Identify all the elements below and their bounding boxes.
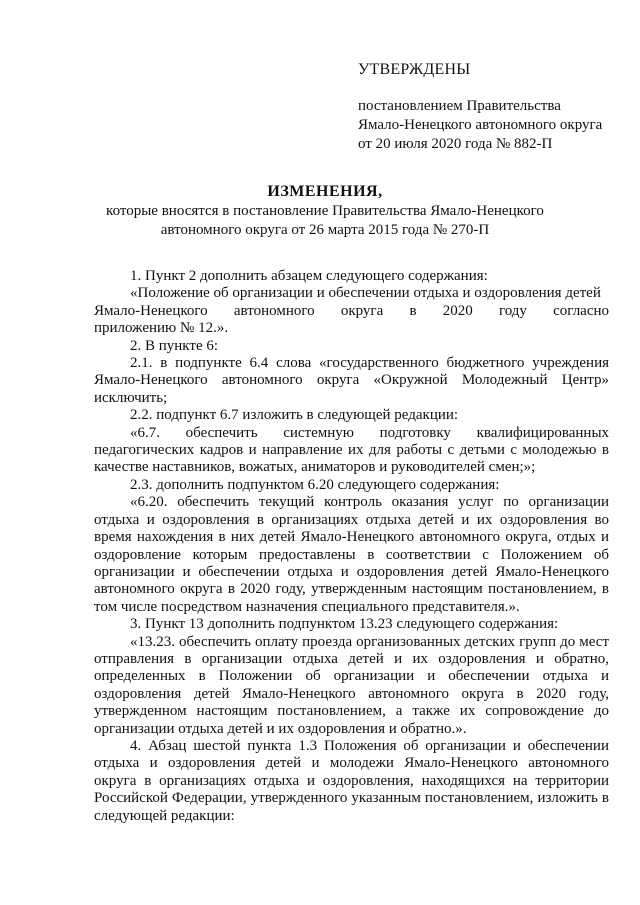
approval-line: постановлением Правительства [358,98,561,114]
paragraph-line: организации отдыха детей и их оздоровления и обратно.». [94,720,467,737]
paragraph-line: отдыха и оздоровления в организациях отдыха детей и их оздоровления во [94,511,609,528]
paragraph-line: приложению № 12.». [94,320,229,337]
paragraph-line: отправления в организации отдыха детей и их оздоровления и обратно, [94,650,609,667]
paragraph: 1. Пункт 2 дополнить абзацем следующего содержания: [130,268,488,284]
approved-heading: УТВЕРЖДЕНЫ [358,61,471,78]
paragraph-line: оздоровления детей Ямало-Ненецкого автономного округа в 2020 году, [94,685,609,702]
approval-line: от 20 июля 2020 года № 882-П [358,136,553,152]
paragraph: 2.2. подпункт 6.7 изложить в следующей редакции: [130,407,459,424]
paragraph-line: автономного округа в 2020 году, утвержденным настоящим постановлением, в [94,581,609,598]
paragraph-line: 2.1. в подпункте 6.4 слова «государственного бюджетного учреждения [130,355,609,372]
paragraph-line-justified: Ямало-Ненецкого автономного округа в 2020 году согласно [94,302,610,319]
paragraph: 2.3. дополнить подпунктом 6.20 следующего содержания: [130,476,500,493]
paragraph-line: Ямало-Ненецкого автономного округа «Окружной Молодежный Центр» [94,372,609,389]
paragraph-line: качестве наставников, вожатых, аниматоров и руководителей смен;»; [94,459,536,476]
paragraph-line: Российской Федерации, утвержденного указанным постановлением, изложить в [94,790,609,807]
paragraph: 2. В пункте 6: [130,337,219,354]
approval-block [358,60,628,154]
paragraph-line: следующей редакции: [94,807,235,824]
paragraph-line: утвержденном настоящим постановлением, а также их сопровождение до [94,703,609,720]
document-subtitle [60,202,590,240]
paragraph-line: определенных в Положении об организации и обеспечении отдыха и [94,668,609,685]
paragraph-line: том числе посредством назначения специального представителя.». [94,598,520,615]
paragraph-line-justified: «6.7. обеспечить системную подготовку квалифицированных [130,424,610,441]
paragraph-line: педагогических кадров и направление их для работы с детьми с молодежью в [94,442,609,459]
document-body [94,268,609,825]
paragraph: «Положение об организации и обеспечении отдыха и оздоровления детей [130,285,601,302]
subtitle-line: которые вносятся в постановление Правительства Ямало-Ненецкого [106,203,544,219]
paragraph-line: «13.23. обеспечить оплату проезда организованных детских групп до мест [130,633,609,650]
approval-line: Ямало-Ненецкого автономного округа [358,117,603,133]
paragraph: 3. Пункт 13 дополнить подпунктом 13.23 следующего содержания: [130,616,559,633]
paragraph-line: 4. Абзац шестой пункта 1.3 Положения об организации и обеспечении [130,737,609,754]
paragraph-line: округа в организациях отдыха и оздоровления, находящихся на территории [94,772,609,789]
subtitle-line: автономного округа от 26 марта 2015 года № 270-П [160,222,490,238]
paragraph-line: исключить; [94,389,168,406]
paragraph-line: организации и обеспечении отдыха и оздоровления детей Ямало-Ненецкого [94,563,609,580]
paragraph-line: «6.20. обеспечить текущий контроль оказания услуг по организации [130,494,609,511]
paragraph-line: оздоровление которым предоставлены в соответствии с Положением об [94,546,609,563]
paragraph-line: отдыха и оздоровления детей и молодежи Ямало-Ненецкого автономного [94,755,609,772]
document-title: ИЗМЕНЕНИЯ, [267,183,383,200]
paragraph-line: время нахождения в них детей Ямало-Ненецкого автономного округа, отдых и [94,529,609,546]
